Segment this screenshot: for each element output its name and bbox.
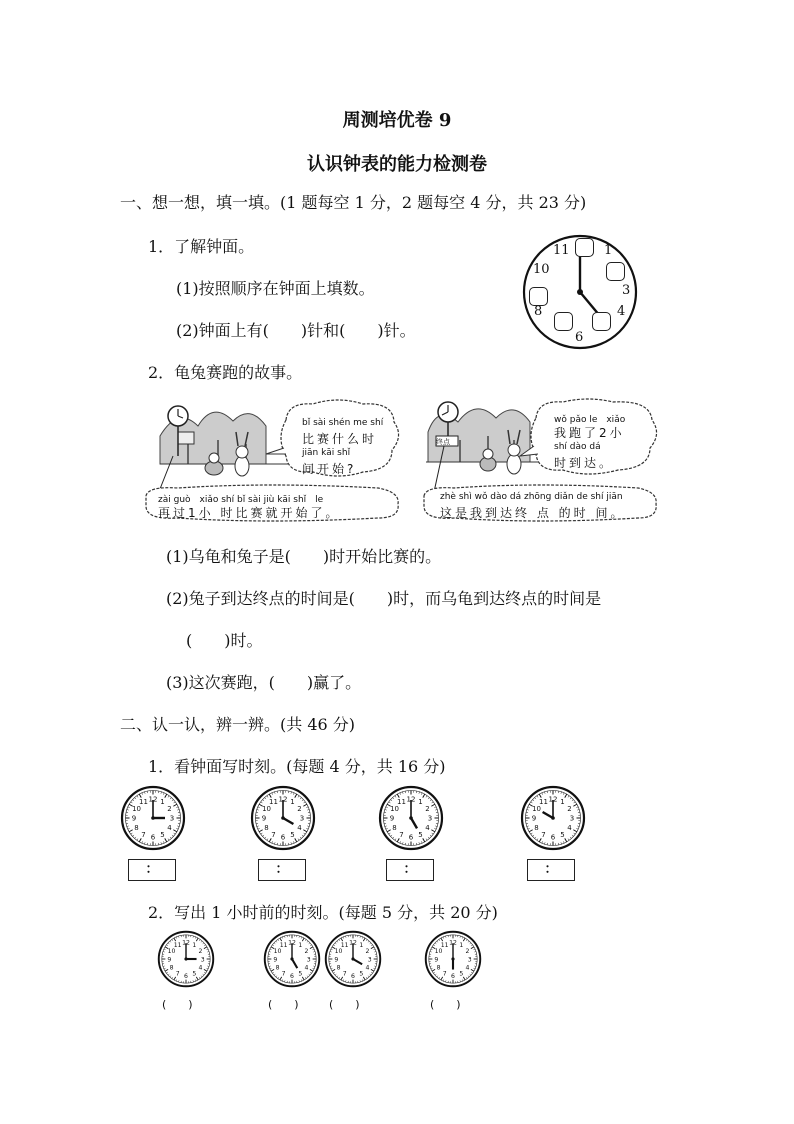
svg-text:1: 1 xyxy=(418,798,423,807)
svg-text:7: 7 xyxy=(141,831,146,840)
svg-text:2: 2 xyxy=(167,805,172,814)
svg-text:5: 5 xyxy=(160,831,165,840)
svg-text:12: 12 xyxy=(548,795,558,804)
answer-box-a[interactable]: ： xyxy=(128,859,176,881)
answer-paren-f[interactable]: ( ) xyxy=(268,998,299,1011)
clock-a-icon xyxy=(120,785,186,851)
question-2-sub-2-continued: ( )时。 xyxy=(186,631,263,650)
clock-number-1: 1 xyxy=(604,243,613,258)
svg-text:9: 9 xyxy=(261,814,267,823)
svg-text:6: 6 xyxy=(280,833,286,842)
svg-text:7: 7 xyxy=(399,831,404,840)
svg-text:8: 8 xyxy=(264,824,269,833)
clock-f-icon xyxy=(263,930,321,988)
svg-text:3: 3 xyxy=(200,956,205,964)
large-clock-face xyxy=(520,232,640,352)
clock-d-icon xyxy=(520,785,586,851)
clock-d xyxy=(520,785,586,855)
svg-text:8: 8 xyxy=(134,824,139,833)
svg-text:6: 6 xyxy=(184,972,188,980)
comic-2-bottom-pinyin: zhè shì wǒ dào dá zhōng diǎn de shí jiān xyxy=(440,492,623,502)
svg-text:9: 9 xyxy=(531,814,537,823)
svg-text:10: 10 xyxy=(262,805,272,814)
svg-text:12: 12 xyxy=(288,939,296,947)
question-2-sub-1: (1)乌龟和兔子是( )时开始比赛的。 xyxy=(166,547,442,566)
clock-number-8: 8 xyxy=(534,304,543,319)
comic-2-bubble-pinyin-1: wǒ pǎo le xiǎo xyxy=(554,415,626,425)
page-title: 周测培优卷 9 xyxy=(342,110,452,131)
clock-c-icon xyxy=(378,785,444,851)
question-1-title: 1．了解钟面。 xyxy=(148,237,255,256)
svg-text:11: 11 xyxy=(139,798,148,807)
svg-text:7: 7 xyxy=(342,970,347,978)
clock-slot-7[interactable] xyxy=(554,312,573,331)
clock-slot-2[interactable] xyxy=(606,262,625,281)
svg-text:8: 8 xyxy=(534,824,539,833)
svg-text:1: 1 xyxy=(160,798,165,807)
svg-text:6: 6 xyxy=(550,833,556,842)
comic-1-bubble-hanzi-1: 比赛什么时 xyxy=(302,432,378,446)
clock-h-icon xyxy=(424,930,482,988)
question-2-sub-3: (3)这次赛跑，( )赢了。 xyxy=(166,673,362,692)
comic-1-bottom-pinyin: zài guò xiǎo shí bǐ sài jiù kāi shǐ le xyxy=(158,495,324,505)
svg-text:6: 6 xyxy=(451,972,455,980)
svg-text:12: 12 xyxy=(406,795,416,804)
svg-text:2: 2 xyxy=(567,805,572,814)
svg-text:12: 12 xyxy=(349,939,357,947)
question-1-sub-1: (1)按照顺序在钟面上填数。 xyxy=(176,279,375,298)
svg-text:11: 11 xyxy=(279,941,288,949)
svg-text:4: 4 xyxy=(297,824,302,833)
svg-text:1: 1 xyxy=(192,941,197,949)
svg-text:4: 4 xyxy=(304,964,309,972)
svg-text:5: 5 xyxy=(560,831,565,840)
svg-text:6: 6 xyxy=(351,972,355,980)
question-2-title: 2．龟兔赛跑的故事。 xyxy=(148,363,303,382)
svg-text:2: 2 xyxy=(304,947,309,955)
svg-text:11: 11 xyxy=(173,941,182,949)
svg-text:3: 3 xyxy=(569,814,575,823)
comic-panel-2 xyxy=(418,396,668,526)
svg-text:10: 10 xyxy=(167,947,176,955)
svg-text:4: 4 xyxy=(198,964,203,972)
svg-text:10: 10 xyxy=(434,947,443,955)
svg-text:10: 10 xyxy=(132,805,142,814)
answer-paren-g[interactable]: ( ) xyxy=(329,998,360,1011)
svg-text:8: 8 xyxy=(275,964,280,972)
clock-number-6: 6 xyxy=(575,330,584,345)
svg-text:3: 3 xyxy=(367,956,372,964)
svg-text:3: 3 xyxy=(299,814,305,823)
svg-text:12: 12 xyxy=(278,795,288,804)
clock-number-3: 3 xyxy=(622,283,631,298)
clock-f xyxy=(263,930,321,992)
answer-paren-h[interactable]: ( ) xyxy=(430,998,461,1011)
svg-text:5: 5 xyxy=(459,970,464,978)
section-1-heading: 一、想一想，填一填。(1 题每空 1 分，2 题每空 4 分，共 23 分) xyxy=(120,193,587,212)
svg-text:4: 4 xyxy=(425,824,430,833)
svg-text:7: 7 xyxy=(271,831,276,840)
svg-text:6: 6 xyxy=(150,833,156,842)
svg-text:8: 8 xyxy=(169,964,174,972)
svg-text:2: 2 xyxy=(198,947,203,955)
svg-text:10: 10 xyxy=(532,805,542,814)
svg-text:6: 6 xyxy=(408,833,414,842)
comic-2-bubble-pinyin-2: shí dào dá xyxy=(554,442,601,452)
svg-text:7: 7 xyxy=(541,831,546,840)
section-2-question-2-title: 2．写出 1 小时前的时刻。(每题 5 分，共 20 分) xyxy=(148,903,498,922)
svg-text:5: 5 xyxy=(192,970,197,978)
svg-text:9: 9 xyxy=(273,956,278,964)
svg-text:5: 5 xyxy=(290,831,295,840)
svg-text:12: 12 xyxy=(182,939,190,947)
svg-text:9: 9 xyxy=(389,814,395,823)
svg-text:2: 2 xyxy=(425,805,430,814)
svg-text:11: 11 xyxy=(440,941,449,949)
svg-text:11: 11 xyxy=(397,798,406,807)
clock-g-icon xyxy=(324,930,382,988)
svg-text:12: 12 xyxy=(449,939,457,947)
section-2-question-1-title: 1．看钟面写时刻。(每题 4 分，共 16 分) xyxy=(148,757,446,776)
clock-g xyxy=(324,930,382,992)
comic-2-bubble-hanzi-2: 时到达。 xyxy=(554,456,615,470)
svg-text:2: 2 xyxy=(297,805,302,814)
svg-text:10: 10 xyxy=(334,947,343,955)
svg-text:11: 11 xyxy=(340,941,349,949)
section-2-heading: 二、认一认，辨一辨。(共 46 分) xyxy=(120,715,356,734)
svg-text:1: 1 xyxy=(298,941,303,949)
svg-text:1: 1 xyxy=(359,941,364,949)
question-2-sub-2: (2)兔子到达终点的时间是( )时，而乌龟到达终点的时间是 xyxy=(166,589,602,608)
svg-text:7: 7 xyxy=(442,970,447,978)
clock-slot-12[interactable] xyxy=(575,238,594,257)
svg-text:3: 3 xyxy=(427,814,433,823)
svg-text:3: 3 xyxy=(169,814,175,823)
comic-2-bubble-hanzi-1: 我跑了2小 xyxy=(554,426,625,440)
answer-box-d[interactable]: ： xyxy=(527,859,575,881)
svg-text:4: 4 xyxy=(365,964,370,972)
svg-text:10: 10 xyxy=(390,805,400,814)
svg-text:9: 9 xyxy=(334,956,339,964)
svg-text:3: 3 xyxy=(467,956,472,964)
comic-1-bubble-pinyin-2: jiān kāi shǐ xyxy=(302,448,351,458)
comic-1-bubble-hanzi-2: 间开始? xyxy=(302,462,357,476)
svg-text:7: 7 xyxy=(175,970,180,978)
svg-text:12: 12 xyxy=(148,795,158,804)
comic-1-bottom-hanzi: 再过1小 时比赛就开始了。 xyxy=(158,506,341,520)
svg-text:8: 8 xyxy=(336,964,341,972)
svg-text:4: 4 xyxy=(567,824,572,833)
svg-text:1: 1 xyxy=(459,941,464,949)
svg-text:3: 3 xyxy=(306,956,311,964)
question-1-sub-2: (2)钟面上有( )针和( )针。 xyxy=(176,321,416,340)
svg-text:5: 5 xyxy=(359,970,364,978)
finish-line-sign: 终点 xyxy=(436,438,450,446)
clock-b xyxy=(250,785,316,855)
svg-text:4: 4 xyxy=(167,824,172,833)
svg-text:9: 9 xyxy=(131,814,137,823)
answer-paren-e[interactable]: ( ) xyxy=(162,998,193,1011)
answer-box-c[interactable]: ： xyxy=(386,859,434,881)
clock-a xyxy=(120,785,186,855)
clock-slot-5[interactable] xyxy=(592,312,611,331)
svg-text:4: 4 xyxy=(465,964,470,972)
svg-text:1: 1 xyxy=(560,798,565,807)
svg-text:8: 8 xyxy=(436,964,441,972)
svg-text:2: 2 xyxy=(465,947,470,955)
clock-number-4: 4 xyxy=(617,304,626,319)
clock-number-10: 10 xyxy=(533,262,550,277)
svg-text:1: 1 xyxy=(290,798,295,807)
svg-text:9: 9 xyxy=(434,956,439,964)
svg-text:8: 8 xyxy=(392,824,397,833)
svg-text:5: 5 xyxy=(298,970,303,978)
svg-text:7: 7 xyxy=(281,970,286,978)
svg-text:11: 11 xyxy=(539,798,548,807)
clock-number-11: 11 xyxy=(553,243,570,258)
clock-b-icon xyxy=(250,785,316,851)
comic-panel-1 xyxy=(138,396,408,526)
comic-1-bubble-pinyin-1: bǐ sài shén me shí xyxy=(302,418,384,428)
svg-text:10: 10 xyxy=(273,947,282,955)
clock-h xyxy=(424,930,482,992)
svg-text:11: 11 xyxy=(269,798,278,807)
clock-e-icon xyxy=(157,930,215,988)
comic-2-bottom-hanzi: 这是我到达终 点 的时 间。 xyxy=(440,506,626,520)
svg-text:5: 5 xyxy=(418,831,423,840)
clock-e xyxy=(157,930,215,992)
page-subtitle: 认识钟表的能力检测卷 xyxy=(307,154,487,175)
svg-text:9: 9 xyxy=(167,956,172,964)
clock-c xyxy=(378,785,444,855)
svg-text:2: 2 xyxy=(365,947,370,955)
answer-box-b[interactable]: ： xyxy=(258,859,306,881)
svg-text:6: 6 xyxy=(290,972,294,980)
